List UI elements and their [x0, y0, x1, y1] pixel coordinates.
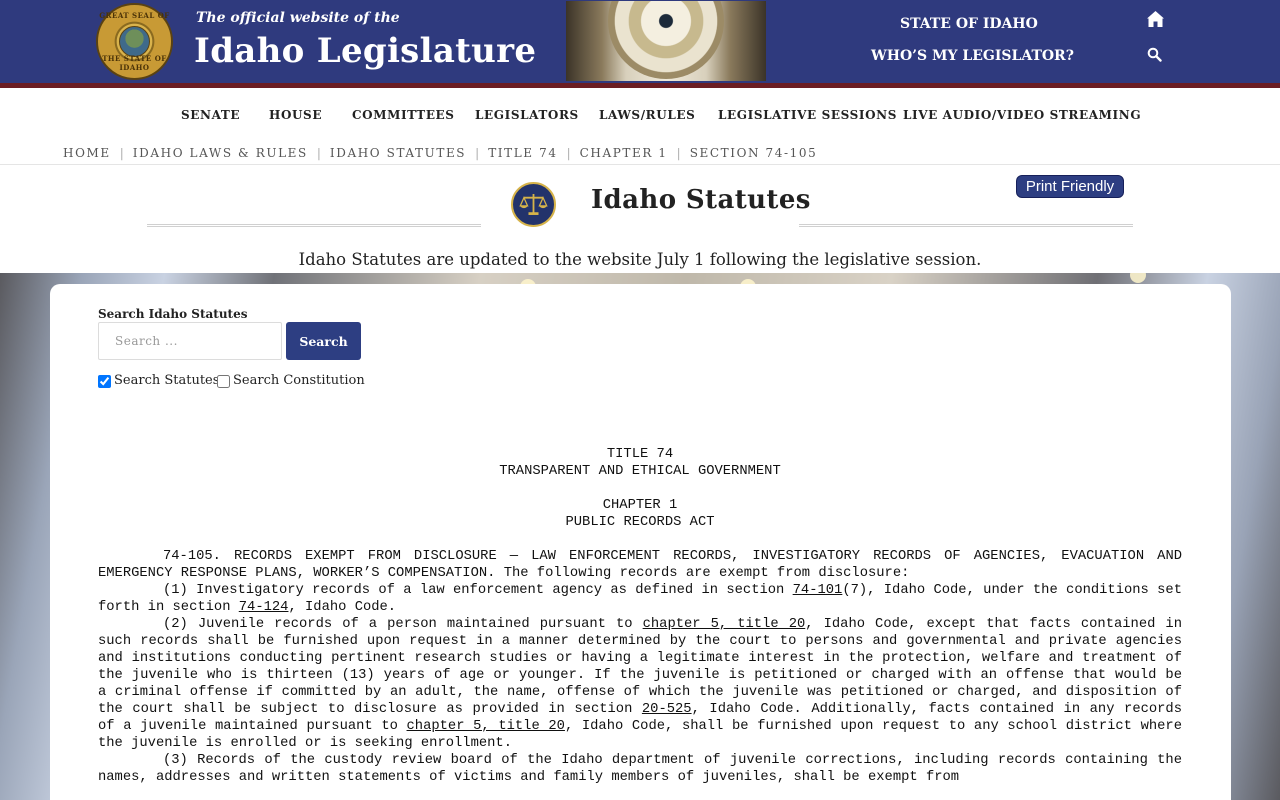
search-icon[interactable] [1147, 47, 1162, 62]
nav-committees[interactable]: COMMITTEES [352, 108, 455, 122]
breadcrumb [63, 146, 817, 160]
section-74-101-link[interactable]: 74-101 [792, 583, 843, 598]
chapter-number: CHAPTER 1 [602, 498, 678, 513]
nav-live-streaming[interactable]: LIVE AUDIO/VIDEO STREAMING [903, 108, 1142, 122]
seal-emblem [119, 26, 150, 57]
state-of-idaho-link[interactable]: STATE OF IDAHO [900, 16, 1038, 32]
nav-legislators[interactable]: LEGISLATORS [475, 108, 579, 122]
home-icon[interactable] [1146, 10, 1165, 28]
breadcrumb-home[interactable]: HOME [63, 146, 111, 160]
nav-senate[interactable]: SENATE [181, 108, 241, 122]
nav-legislative-sessions[interactable]: LEGISLATIVE SESSIONS [718, 108, 897, 122]
seal-text-bottom: THE STATE OF IDAHO [102, 54, 167, 72]
page-title: Idaho Statutes [591, 185, 811, 215]
breadcrumb-section[interactable]: SECTION 74-105 [689, 146, 818, 160]
search-input[interactable] [98, 322, 282, 360]
main-navigation [0, 88, 1280, 140]
breadcrumb-separator: | [676, 146, 681, 160]
section-74-124-link[interactable]: 74-124 [238, 600, 289, 615]
chapter-5-title-20-link[interactable]: chapter 5, title 20 [642, 617, 806, 632]
statute-text [98, 446, 1182, 786]
breadcrumb-laws-rules[interactable]: IDAHO LAWS & RULES [132, 146, 308, 160]
update-notice: Idaho Statutes are updated to the website July 1 following the legislative session. [298, 250, 982, 269]
nav-house[interactable]: HOUSE [269, 108, 323, 122]
title-rule-left [147, 224, 481, 227]
chapter-name: PUBLIC RECORDS ACT [565, 515, 715, 530]
nav-laws-rules[interactable]: LAWS/RULES [599, 108, 696, 122]
scales-of-justice-icon [511, 182, 556, 227]
capitol-dome-image [566, 1, 766, 81]
site-header [0, 0, 1280, 83]
site-tagline: The official website of the [196, 10, 400, 26]
section-heading: 74-105. RECORDS EXEMPT FROM DISCLOSURE — LAW ENFORCEMENT RECORDS, INVESTIGATORY RECORDS OF AGENCIES, EVACUATION AND EMERGENCY RESPONSE PLANS, WORKER’S COMPENSATION. The following records are exempt from disclosure: [98, 549, 1182, 581]
breadcrumb-separator: | [119, 146, 124, 160]
seal-text-top: GREAT SEAL OF [99, 11, 170, 20]
breadcrumb-title[interactable]: TITLE 74 [488, 146, 558, 160]
title-name: TRANSPARENT AND ETHICAL GOVERNMENT [499, 464, 781, 479]
subsection-2: (2) Juvenile records of a person maintained pursuant to chapter 5, title 20, Idaho Code, except that facts contained in such records shall be furnished upon request in a manner determined by the court to persons and governmental and private agencies and institutions conducting pertinent research studies or having a legitimate interest in the protection, welfare and treatment of the juvenile who is thirteen (13) years of age or younger. If the juvenile is petitioned or charged with an offense that would be a criminal offense if committed by an adult, the name, offense of which the juvenile was petitioned or charged, and disposition of the court shall be subject to disclosure as provided in section 20-525, Idaho Code. Additionally, facts contained in any records of a juvenile maintained pursuant to chapter 5, title 20, Idaho Code, shall be furnished upon request to any school district where the juvenile is enrolled or is seeking enrollment. [98, 617, 1182, 751]
chapter-5-title-20-link-2[interactable]: chapter 5, title 20 [406, 719, 565, 734]
title-rule-right [799, 224, 1133, 227]
search-button[interactable]: Search [286, 322, 361, 360]
search-statutes-label[interactable]: Search Statutes [114, 373, 220, 388]
breadcrumb-separator: | [566, 146, 571, 160]
breadcrumb-separator: | [475, 146, 480, 160]
whos-my-legislator-link[interactable]: WHO’S MY LEGISLATOR? [871, 48, 1074, 64]
breadcrumb-statutes[interactable]: IDAHO STATUTES [329, 146, 467, 160]
state-seal-logo[interactable] [96, 3, 173, 80]
site-title[interactable]: Idaho Legislature [194, 31, 537, 71]
title-number: TITLE 74 [606, 447, 674, 462]
search-constitution-checkbox[interactable] [217, 375, 230, 388]
breadcrumb-divider [0, 164, 1280, 165]
print-friendly-button[interactable]: Print Friendly [1016, 175, 1124, 198]
subsection-3: (3) Records of the custody review board of the Idaho department of juvenile corrections, including records containing the names, addresses and written statements of victims and family members of juveniles, shall be exempt from [98, 753, 1182, 785]
search-statutes-checkbox[interactable] [98, 375, 111, 388]
breadcrumb-separator: | [316, 146, 321, 160]
breadcrumb-chapter[interactable]: CHAPTER 1 [579, 146, 668, 160]
search-constitution-label[interactable]: Search Constitution [233, 373, 365, 388]
section-20-525-link[interactable]: 20-525 [641, 702, 692, 717]
subsection-1: (1) Investigatory records of a law enforcement agency as defined in section 74-101(7), Idaho Code, under the conditions set forth in section 74-124, Idaho Code. [98, 583, 1182, 615]
search-label: Search Idaho Statutes [98, 307, 248, 321]
